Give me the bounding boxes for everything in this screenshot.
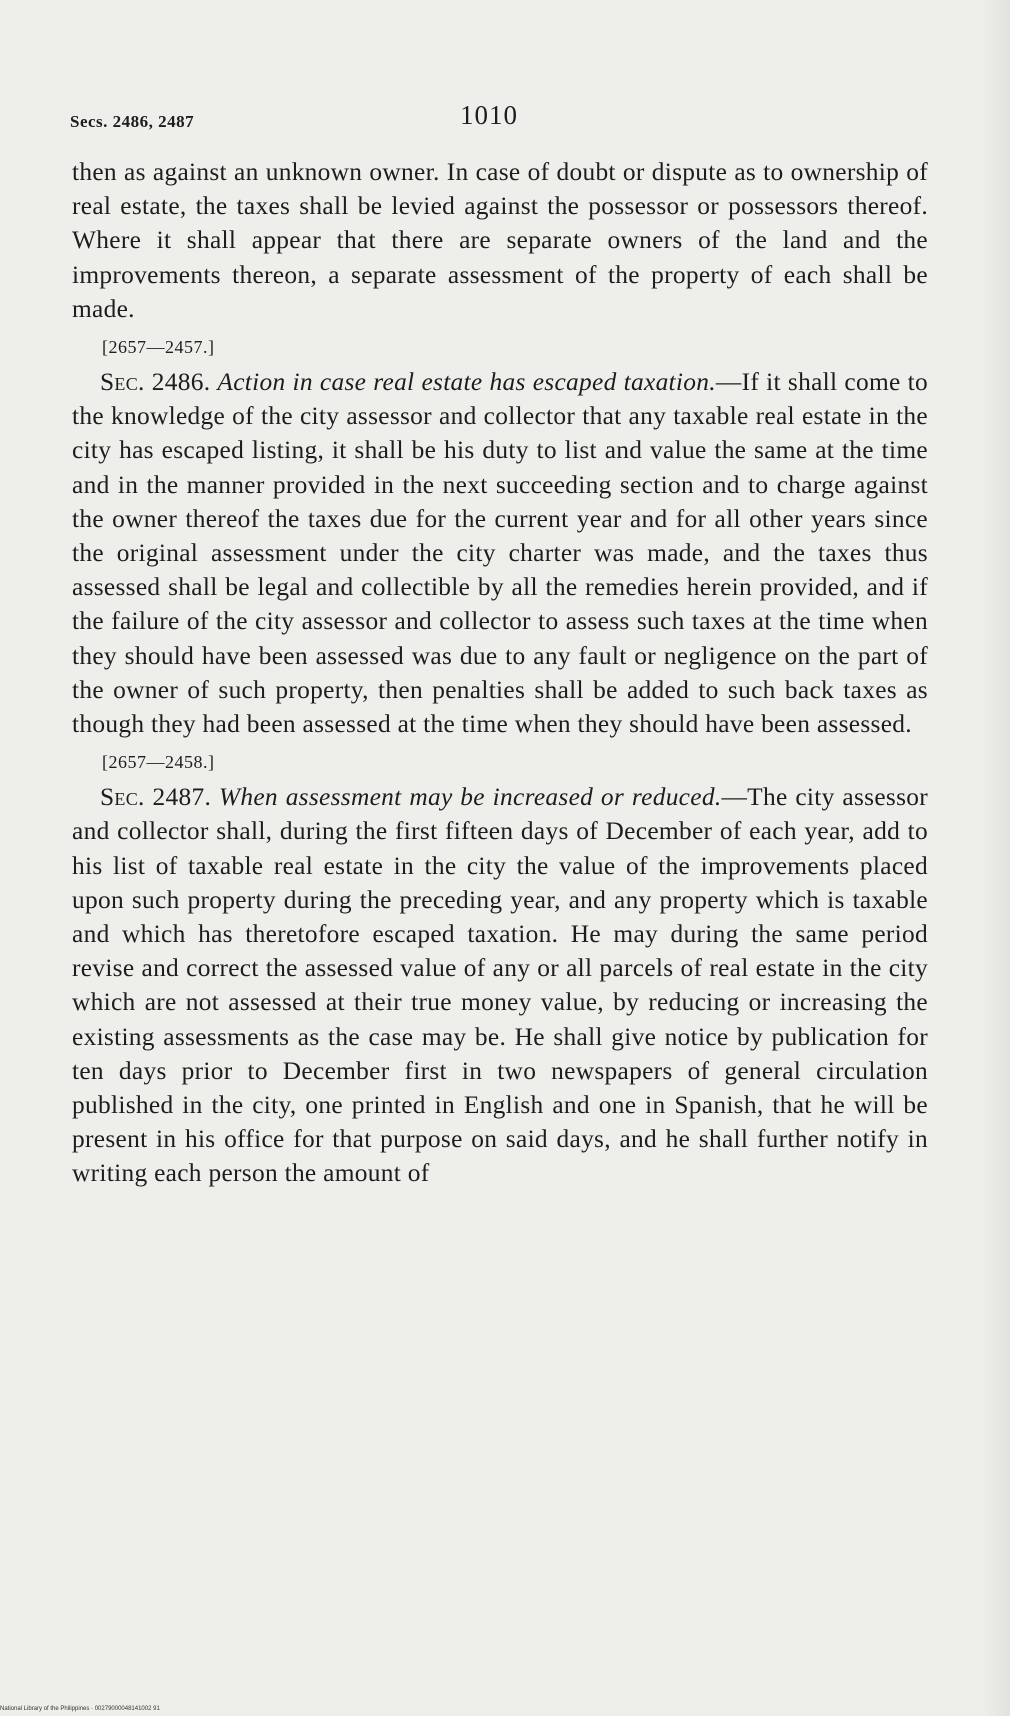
- section-2487-label: Sec. 2487.: [100, 783, 212, 812]
- citation-2657-2457: [2657—2457.]: [102, 337, 215, 358]
- section-2486-text: —If it shall come to the knowledge of the city assessor and collector that any taxable real estate in the city has escaped listing, it shall be his duty to list and value the same at the time and in the manner provided in the next succeeding section and to charge against the owner thereof the taxes due for the current year and for all other years since the original assessment under the city charter was made, and the taxes thus assessed shall be legal and collectible by all the remedies herein provided, and if the failure of the city assessor and collector to assess such taxes at the time when they should have been assessed was due to any fault or negligence on the part of the owner of such property, then penalties shall be added to such back taxes as though they had been assessed at the time when they should have been assessed.: [72, 368, 928, 739]
- section-2487-title: When assessment may be increased or reduced.: [218, 783, 722, 812]
- body-text: [72, 155, 928, 1191]
- section-2487-text: —The city assessor and collector shall, during the first fifteen days of December of each year, add to his list of taxable real estate in the city the value of the improvements placed upon such property during the preceding year, and any property which is taxable and which has theretofore escaped taxation. He may during the same period revise and correct the assessed value of any or all parcels of real estate in the city which are not assessed at their true money value, by reducing or increasing the existing assessments as the case may be. He shall give notice by publication for ten days prior to December first in two newspapers of general circulation published in the city, one printed in English and one in Spanish, that he will be present in his office for that purpose on said days, and he shall further notify in writing each person the amount of: [72, 783, 928, 1188]
- section-2486-title: Action in case real estate has escaped taxation.: [217, 368, 716, 397]
- page-number: 1010: [460, 100, 518, 130]
- section-2486: [72, 365, 928, 741]
- section-reference: Secs. 2486, 2487: [70, 112, 195, 131]
- section-2487: [72, 780, 928, 1190]
- running-head: [70, 100, 930, 140]
- paragraph-continuation: then as against an unknown owner. In case of doubt or dispute as to ownership of real estate, the taxes shall be levied against the possessor or possessors thereof. Where it shall appear that there are separate owners of the land and the improvements thereon, a separate assessment of the property of each shall be made.: [72, 158, 928, 323]
- citation-2657-2458: [2657—2458.]: [102, 752, 215, 773]
- scan-footer-note: National Library of the Philippines · 00279000048141002 91: [0, 1706, 160, 1712]
- page-edge-shadow: [982, 0, 1010, 1716]
- section-2486-label: Sec. 2486.: [100, 368, 211, 397]
